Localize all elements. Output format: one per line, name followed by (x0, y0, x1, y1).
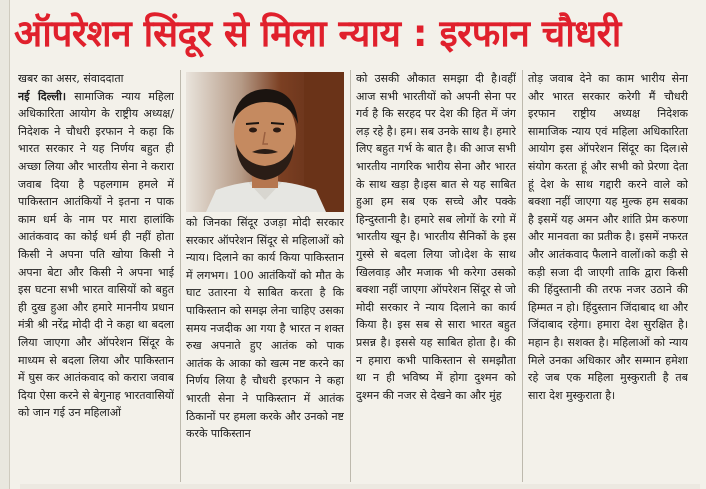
article-body-column-1 (18, 88, 174, 422)
column-1-text: सामाजिक न्याय महिला अधिकारिता आयोग के राष्ट्रीय अध्यक्ष/ निदेशक ने चौधरी इरफान ने कहा कि भारत सरकार ने यह निर्णय बहुत ही अच्छा लिया और भारतीय सेना ने करारा जवाब दिया है पहलगाम हमले में पाकिस्तान आतंकियों ने इतना न पाक काम धर्म के नाम पर मारा हालांकि आतंकवाद का कोई धर्म ही नहीं होता किसी ने अपना पति खोया किसी ने अपना बेटा और किसी ने अपना भाई इस घटना सभी भारत वासियों को बहुत ही दुख हुआ और हमारे माननीय प्रधान मंत्री श्री नरेंद्र मोदी दी ने कहा था बदला लिया जाएगा और ऑपरेशन सिंदूर के माध्यम से बदला लिया और पाकिस्तान में घुस कर आतंकवाद को करारा जवाब दिया ऐसा करने से बेगुनाह भारतवासियों को जान गई उन महिलाओं (18, 89, 174, 420)
article-headline: ऑपरेशन सिंदूर से मिला न्याय : इरफान चौधरी (14, 12, 621, 55)
article-column-3 (356, 70, 516, 484)
next-article-edge (20, 484, 700, 489)
article-column-1 (18, 70, 174, 484)
previous-article-edge (0, 0, 10, 489)
article-photo (186, 72, 344, 212)
column-divider (350, 70, 351, 482)
column-3-text: को उसकी औकात समझा दी है।वहीं आज सभी भारतीयों को अपनी सेना पर गर्व है कि सरहद पर देश की हित में जंग लड़ रहे है। हम। सब उनके साथ है। हमारे लिए बहुत गर्भ के बात है। की आज सभी भारतीय नागरिक भारीय सेना और भारत के साथ खड़ा है।इस बात से यह साबित हुआ हम सब एक सच्चे और पक्के हिन्दुस्तानी है। हमारे सब लोगों के रगो में भारतीय खून है। भारतीय सैनिकों के इस गुस्से से बदला लिया जो।देश के साथ खिलवाड़ और मजाक भी करेगा उसको बक्शा नहीं जाएगा ऑपरेशन सिंदूर से जो मोदी सरकार ने न्याय दिलाने का कार्य किया है। इस सब से सारा भारत बहुत प्रसन्न है। इससे यह साबित होता है। की न हमारा कभी पाकिस्तान से समझौता था न ही भविष्य में होगा दुश्मन को दुश्मन की नजर से देखने का और मुंह (356, 72, 516, 402)
article-dateline: नई दिल्ली। (18, 89, 67, 103)
column-2-text: को जिनका सिंदूर उजड़ा मोदी सरकार सरकार ऑपरेशन सिंदूर से महिलाओं को न्याय। दिलाने का कार्य किया पाकिस्तान में लगभग। 100 आतंकियों को मौत के घाट उतारना ये साबित करता है कि पाकिस्तान को समझ लेना चाहिए उसका समय नजदीक आ गया है भारत न शक्त रुख अपनाते हुए आतंक को पाक आतंक के आका को खत्म नष्ट करने का निर्णय लिया है चौधरी इरफान ने कहा भारती सेना ने पाकिस्तान में आतंक ठिकानों पर हमला करके और उनको नष्ट करके पाकिस्तान (186, 216, 344, 441)
portrait-image (186, 72, 344, 212)
column-4-text: तोड़ जवाब देने का काम भारीय सेना और भारत सरकार करेगी मैं चौधरी इरफान राष्ट्रीय अध्यक्ष निदेशक सामाजिक न्याय एवं महिला अधिकारिता आयोग इस ऑपरेशन सिंदूर का दिल।से संयोग करता हूं और सभी को प्रेरणा देता हूं देश के साथ गद्दारी करने वाले को बक्शा नहीं जाएगा यह मुल्क हम सबका है इसमें यह अमन और शांति प्रेम करुणा और मानवता का प्रतीक है। इसमें नफरत और आतंकवाद फैलाने वालों।को कड़ी से कड़ी सजा दी जाएगी ताकि द्वारा किसी की हिंदुस्तानी की तरफ नजर उठाने की हिम्मत न हो। हिंदुस्तान जिंदाबाद था और जिंदाबाद रहेगा। हमारा देश सुरक्षित है। महान है। सशक्त है। महिलाओं को न्याय मिले उनका अधिकार और सम्मान हमेशा रहे जब एक महिला मुस्कुराती है तब सारा देश मुस्कुराता है। (528, 72, 688, 402)
article-column-4 (528, 70, 688, 484)
column-divider (522, 70, 523, 482)
article-byline: खबर का असर, संवाददाता (18, 72, 124, 85)
column-divider (180, 70, 181, 482)
article-column-2 (186, 214, 344, 484)
